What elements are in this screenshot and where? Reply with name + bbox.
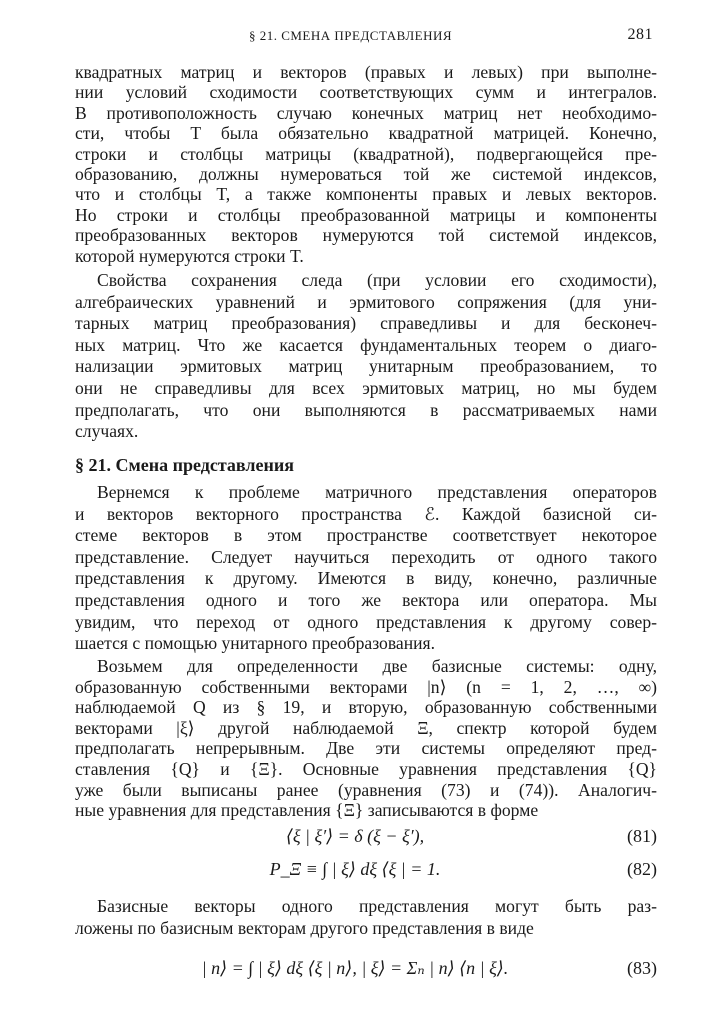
text-line: они не справедливы для всех эрмитовых матриц, но мы будем (75, 377, 657, 398)
page-number: 281 (627, 26, 653, 43)
text-line: ложены по базисным векторам другого представления в виде (75, 917, 534, 938)
running-title: § 21. СМЕНА ПРЕДСТАВЛЕНИЯ (248, 28, 453, 43)
equation-formula: | n⟩ = ∫ | ξ⟩ dξ ⟨ξ | n⟩, | ξ⟩ = Σₙ | n⟩ ⟨n | ξ⟩. (201, 958, 509, 978)
text-line: стеме векторов в этом пространстве соответствует некоторое (75, 525, 657, 546)
text-line: Вернемся к проблеме матричного представления операторов (97, 482, 657, 502)
text-line: что и столбцы T, а также компоненты правых и левых векторов. (75, 184, 657, 205)
text-line: предполагать, что они выполняются в рассматриваемых нами (75, 399, 657, 420)
text-line: наблюдаемой Q из § 19, и вторую, образованную собственными (75, 697, 657, 718)
paragraph-2 (75, 270, 657, 443)
text-line: представления одного и того же вектора или оператора. Мы (75, 589, 657, 610)
text-line: нии условий сходимости соответствующих сумм и интегралов. (75, 82, 657, 103)
text-line: алгебраических уравнений и эрмитового сопряжения (для уни- (75, 291, 657, 312)
text-line: сти, чтобы T была обязательно квадратной матрицей. Конечно, (75, 123, 657, 144)
text-line: ных матриц. Что же касается фундаментальных теорем о диаго- (75, 334, 657, 355)
text-line: случаях. (75, 421, 139, 442)
text-line: ные уравнения для представления {Ξ} записываются в форме (75, 800, 539, 821)
equation-number: (82) (627, 859, 657, 879)
text-line: которой нумеруются строки T. (75, 245, 304, 266)
text-line: уже были выписаны ранее (уравнения (73) и (74)). Аналогич- (75, 779, 657, 800)
text-line: и векторов векторного пространства ℰ. Каждой базисной си- (75, 503, 657, 524)
text-line: строки и столбцы матрицы (квадратной), подвергающейся пре- (75, 143, 657, 164)
text-line: квадратных матриц и векторов (правых и левых) при выполне- (75, 62, 657, 82)
text-line: преобразованных векторов нумеруются той системой индексов, (75, 225, 657, 246)
text-line: шается с помощью унитарного преобразования. (75, 633, 436, 654)
text-line: векторами |ξ⟩ другой наблюдаемой Ξ, спектр которой будем (75, 717, 657, 738)
text-line: ставления {Q} и {Ξ}. Основные уравнения представления {Q} (75, 758, 657, 779)
paragraph-3 (75, 482, 657, 655)
paragraph-4 (75, 656, 657, 821)
text-line: представления к другому. Имеются в виду, конечно, различные (75, 568, 657, 589)
text-line: нализации эрмитовых матриц унитарным преобразованием, то (75, 356, 657, 377)
running-header (0, 28, 701, 48)
text-line: тарных матриц преобразования) справедливы и для бесконеч- (75, 313, 657, 334)
text-line: образованную собственными векторами |n⟩ (n = 1, 2, …, ∞) (75, 676, 657, 697)
section-heading: § 21. Смена представления (75, 455, 294, 475)
text-line: Базисные векторы одного представления могут быть раз- (97, 896, 657, 916)
equation-82 (75, 857, 657, 881)
text-line: Возьмем для определенности две базисные системы: одну, (97, 656, 657, 676)
text-line: предполагать непрерывным. Две эти системы определяют пред- (75, 738, 657, 759)
text-line: Но строки и столбцы преобразованной матрицы и компоненты (75, 204, 657, 225)
paragraph-5 (75, 896, 657, 939)
equation-formula: ⟨ξ | ξ′⟩ = δ (ξ − ξ′), (285, 826, 425, 846)
text-line: образованию, должны нумероваться той же системой индексов, (75, 163, 657, 184)
equation-formula: P_Ξ ≡ ∫ | ξ⟩ dξ ⟨ξ | = 1. (269, 859, 441, 879)
equation-number: (83) (627, 958, 657, 978)
equation-number: (81) (627, 826, 657, 846)
text-line: представление. Следует научиться переходить от одного такого (75, 546, 657, 567)
text-line: Свойства сохранения следа (при условии его сходимости), (97, 270, 657, 290)
text-line: В противоположность случаю конечных матриц нет необходимо- (75, 102, 657, 123)
equation-83 (75, 956, 657, 980)
paragraph-1 (75, 62, 657, 266)
text-line: увидим, что переход от одного представления к другому совер- (75, 611, 657, 632)
equation-81 (75, 824, 657, 848)
